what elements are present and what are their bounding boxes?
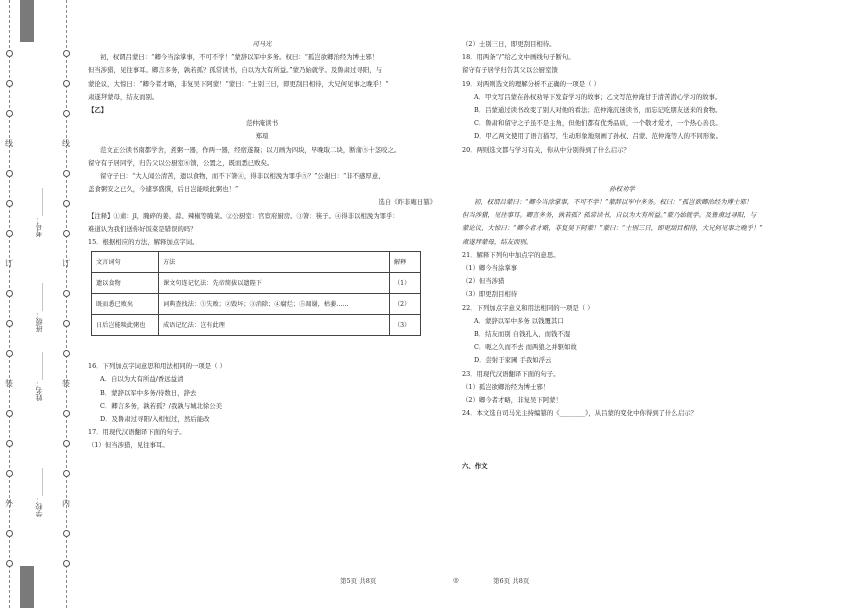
left-page (88, 38, 436, 453)
q16-option-c[interactable]: C．卿言多务，孰若孤？/我孰与城北徐公美 (100, 401, 223, 410)
table-header: 解释 (390, 252, 421, 273)
passage-c-line-4: 肃遂拜蒙母，结友而别。 (462, 237, 533, 246)
q19-option-d[interactable]: D．甲乙两文使用了语言描写，生动形象地刻画了孙权、吕蒙、范仲淹等人的不同形象。 (474, 132, 722, 141)
binding-mark: 装 (62, 379, 70, 388)
binding-gray-top (20, 0, 34, 42)
passage-b-line-1: 范文正公读书南都学舍，煮粥一器，作两一器，经宿遂凝；以刀画为四块，早晚取二块，断齑⑤十茎咬之。 (100, 145, 401, 154)
q18-sentence: 留守有子居学归告其父以公厨室馈 (462, 66, 558, 75)
q16-option-a[interactable]: A．自以为大有所益/香远益清 (100, 375, 184, 384)
passage-b-title: 范仲淹读书 (246, 119, 278, 128)
passage-a-line-1: 初，权谓吕蒙曰：“卿今当涂掌事，不可不学！”蒙辞以军中多务。权曰：“孤岂欲卿治经为博士邪！ (100, 53, 379, 62)
binding-margin (0, 0, 78, 608)
binding-circle-icon (6, 410, 13, 417)
table-cell: 课文句连记忆法：先帝简拔以遗陛下 (159, 273, 390, 294)
q23-item-1: （1）孤岂欲卿治经为博士邪！ (462, 382, 550, 391)
answer-blank[interactable]: （2） (390, 294, 421, 315)
q15-table (91, 251, 421, 336)
q16-option-d[interactable]: D．及鲁肃过寻阳/入相恒过，然后能改 (100, 415, 210, 424)
binding-mark: 装 (5, 379, 13, 388)
binding-circle-icon (6, 440, 13, 447)
binding-circle-icon (6, 170, 13, 177)
notes-line-1: 【注释】①齑：jī，腌碎的姜、蒜、辣椒等腌菜。②公厨室：官宦府厨房。③箸：筷子。④得非以相浼为罪乎： (88, 211, 399, 220)
question-22: 22．下列加点字意义和用法相同的一项是（ ） (462, 303, 594, 312)
q21-item-1: （1）卿今当涂掌事 (462, 264, 518, 273)
table-cell: 遗以食物 (92, 273, 159, 294)
passage-b-line-3: 留守子曰：“大人闻公清苦，遗以食物，而不下箸④，得非以相浼为罪乎⑤？”公谢曰：“非不感厚意， (100, 172, 385, 181)
class-field: 班级：________ (35, 283, 43, 332)
q22-option-c[interactable]: C．呃之久而不去 而两狼之并驱如故 (474, 343, 577, 352)
q22-option-a[interactable]: A．蒙辞以军中多务 以钱覆其口 (474, 316, 564, 325)
exam-number-field: 考号：________ (35, 188, 43, 237)
question-21: 21．解释下列句中加点字的意思。 (462, 250, 560, 259)
q19-option-a[interactable]: A．甲文写吕蒙在孙权劝导下发奋学习的故事；乙文写范仲淹甘于清苦潜心学习的故事。 (474, 92, 722, 101)
passage-c-line-3: 蒙论议，大惊曰：“卿今者才略，非复吴下阿蒙！”蒙曰：“士别三日，即更刮目相待，大兄何见事之晚乎！” (462, 224, 763, 233)
question-20: 20．两则选文都与学习有关，你从中分别得到了什么启示？ (462, 145, 630, 154)
table-header: 方法 (159, 252, 390, 273)
school-field: 学校：________ (35, 468, 43, 517)
binding-circle-icon (6, 200, 13, 207)
q21-item-3: （3）即更刮目相待 (462, 290, 518, 299)
binding-circle-icon (6, 50, 13, 57)
binding-line-outer (9, 0, 10, 608)
binding-line-inner (66, 0, 67, 608)
answer-blank[interactable]: （1） (390, 273, 421, 294)
table-cell: 既而悉已败矣 (92, 294, 159, 315)
binding-circle-icon (63, 170, 70, 177)
binding-circle-icon (63, 470, 70, 477)
binding-circle-icon (63, 440, 70, 447)
passage-b-line-4: 盖食粥安之已久，今遽享盛馔，后日岂能啖此粥也！” (88, 185, 239, 194)
binding-mark: 线 (5, 139, 13, 148)
passage-c-line-2: 但当涉猎，见往事耳。卿言多务，孰若孤？孤常读书，自以为大有所益。”蒙乃始就学。及鲁肃过寻阳，与 (462, 211, 757, 220)
question-17: 17．用现代汉语翻译下面的句子。 (88, 428, 186, 437)
passage-c-line-1: 初，权谓吕蒙曰：“卿今当涂掌事，不可不学！”蒙辞以军中多务。权曰：“孤岂欲卿治经为博士邪！ (474, 198, 753, 207)
binding-circle-icon (63, 290, 70, 297)
center-mark-icon: ◎ (453, 576, 459, 584)
question-16: 16．下列加点字词意思和用法相同的一项是（ ） (88, 362, 226, 371)
section-6-heading: 六、作文 (462, 462, 488, 471)
question-24: 24．本文选自司马光主持编纂的《________》，从吕蒙的变化中你得到了什么启示？ (462, 409, 697, 418)
table-cell: 词典查找法：①失败；②毁坏；③消除；④腐烂；⑤凋谢，枯萎…… (159, 294, 390, 315)
binding-circle-icon (63, 230, 70, 237)
question-18: 18．用两条“/”给乙文中画线句子断句。 (462, 53, 575, 62)
binding-circle-icon (6, 110, 13, 117)
passage-a-author: 司马光 (252, 40, 272, 48)
question-15: 15．根据相应的方法，解释加点字词。 (88, 238, 199, 247)
q19-option-b[interactable]: B．吕蒙通过读书改变了别人对他的看法；范仲淹沉迷读书，而忘记吃朋友送来的食物。 (474, 106, 722, 115)
passage-b-line-2: 留守有子居同学，归告父以公厨室⑥馈，公置之，既而悉已败矣。 (88, 158, 274, 167)
passage-a-line-3: 蒙论议，大惊曰：“卿今者才略，非复吴下阿蒙！”蒙曰：“士别三日，即更刮目相待，大兄何见事之晚乎！” (88, 79, 389, 88)
name-field: 姓名：________ (35, 352, 43, 401)
binding-mark: 订 (62, 259, 70, 268)
binding-mark: 外 (5, 499, 13, 508)
table-cell: 日后岂能啖此粥也 (92, 315, 159, 336)
question-19: 19．对两则选文的理解分析不正确的一项是（ ） (462, 79, 600, 88)
q21-item-2: （2）但当涉猎 (462, 277, 505, 286)
binding-circle-icon (6, 350, 13, 357)
binding-circle-icon (63, 350, 70, 357)
page-number-right: 第6页 共8页 (493, 577, 530, 585)
passage-a-line-4: 肃遂拜蒙母，结友而别。 (88, 92, 159, 101)
binding-circle-icon (6, 470, 13, 477)
q17-item-2: （2）士别三日，即更刮目相待。 (462, 40, 556, 48)
binding-circle-icon (6, 80, 13, 87)
q22-option-b[interactable]: B．结友而别 自钱孔入，而钱不湿 (474, 330, 571, 339)
binding-circle-icon (6, 320, 13, 327)
answer-blank[interactable]: （3） (390, 315, 421, 336)
binding-circle-icon (6, 230, 13, 237)
binding-circle-icon (63, 200, 70, 207)
binding-circle-icon (63, 560, 70, 567)
binding-circle-icon (63, 410, 70, 417)
q19-option-c[interactable]: C．鲁肃和留守之子虽不是主角，但他们都有优秀品质，一个敬才爱才，一个热心善良。 (474, 119, 722, 128)
binding-circle-icon (63, 50, 70, 57)
binding-gray-bottom (20, 566, 34, 608)
q17-item-1: （1）但当涉猎，见往事耳。 (88, 441, 169, 450)
right-page (462, 38, 782, 474)
binding-circle-icon (6, 530, 13, 537)
question-23: 23．用现代汉语翻译下面的句子。 (462, 369, 560, 378)
binding-mark: 线 (62, 139, 70, 148)
binding-circle-icon (63, 110, 70, 117)
section-b-label: 【乙】 (88, 106, 108, 115)
binding-circle-icon (63, 80, 70, 87)
passage-c-title: 孙权劝学 (609, 184, 635, 193)
q16-option-b[interactable]: B．蒙辞以军中多务/待数日，辞去 (100, 388, 197, 397)
binding-circle-icon (6, 290, 13, 297)
page-number-left: 第5页 共8页 (340, 577, 377, 585)
passage-b-source: 选自《昨非庵日纂》 (378, 198, 436, 207)
table-cell: 成语记忆法：岂有此理 (159, 315, 390, 336)
binding-circle-icon (63, 320, 70, 327)
notes-line-2: 难道认为我们送你好饭菜是错误的吗？ (88, 224, 197, 233)
binding-mark: 订 (5, 259, 13, 268)
q23-item-2: （2）卿今者才略，非复吴下阿蒙！ (462, 396, 562, 405)
binding-mark: 内 (62, 499, 70, 508)
binding-circle-icon (6, 560, 13, 567)
passage-b-author: 郑瑄 (255, 132, 269, 141)
table-header: 文言词句 (92, 252, 159, 273)
passage-a-line-2: 但当涉猎，见往事耳。卿言多务，孰若孤？孤常读书，自以为大有所益。”蒙乃始就学。及鲁肃过寻阳，与 (88, 66, 383, 75)
q22-option-d[interactable]: D．尝射于家圃 手我如浮云 (474, 356, 552, 365)
binding-circle-icon (63, 530, 70, 537)
